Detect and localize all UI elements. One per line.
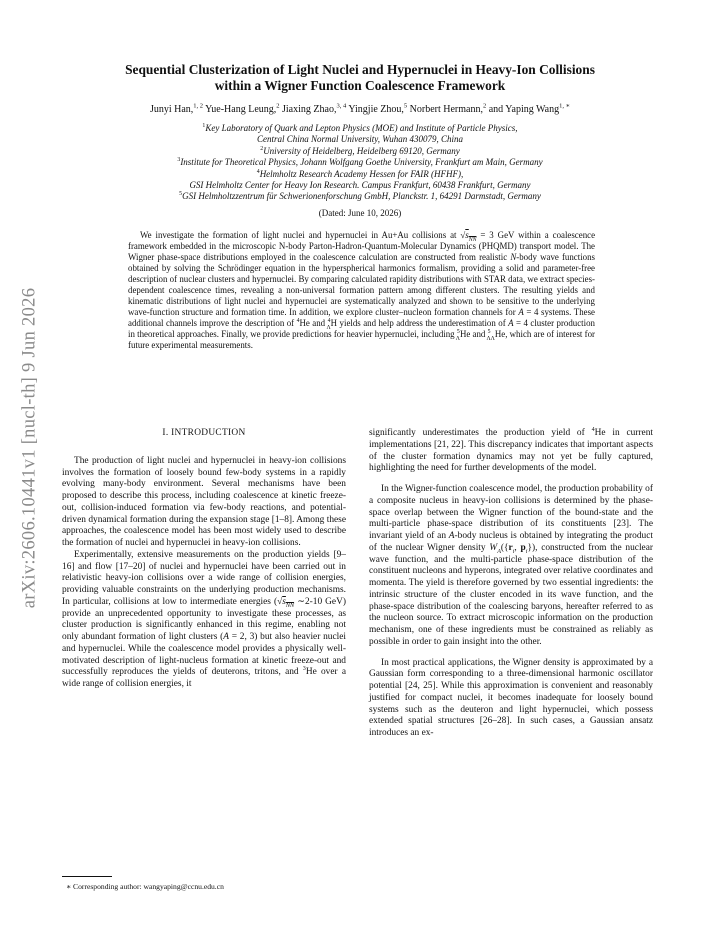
date-line: (Dated: June 10, 2026) [318, 208, 402, 218]
body-paragraph: Experimentally, extensive measurements on the production yields [9–16] and flow [17–20] of nuclei and hypernuclei have been carried out in relativistic heavy-ion collisions over a wide range of collision energies, providing valuable constraints on the underlying production mechanisms. In particular, collisions at low to intermediate energies ($√s_{NN}$ ∼2-10 GeV) provide an unprecedented opportunity to investigate these processes, as cluster production is significantly enhanced in this regime, enabling not only abundant formation of light clusters (A = 2, 3) but also heavier nuclei and hypernuclei. While the coalescence model provides a physically well-motivated description of light-nucleus formation at kinetic freeze-out and successfully reproduces the yields of deuterons, tritons, and $^3$He over a wide range of collision energies, it [62, 549, 346, 689]
title-line-1: Sequential Clusterization of Light Nuclei and Hypernuclei in Heavy-Ion Collisions [125, 62, 595, 77]
affiliation-list [70, 123, 650, 203]
title-line-2: within a Wigner Function Coalescence Framework [214, 77, 506, 93]
author-list [70, 104, 650, 116]
author: Junyi Han,$^{1, 2}$ [149, 102, 204, 115]
author: Yingjie Zhou,$^5$ [348, 102, 408, 115]
affiliation: $^3$Institute for Theoretical Physics, Johann Wolfgang Goethe University, Frankfurt am Main, Germany [177, 157, 543, 168]
affiliation: Central China Normal University, Wuhan 430079, China [256, 134, 463, 145]
section-heading: I. INTRODUCTION [162, 428, 246, 438]
body-paragraph: The production of light nuclei and hypernuclei in heavy-ion collisions involves the formation of loosely bound few-body systems in a rapidly evolving many-body environment. Several mechanisms have been proposed to describe this process, including coalescence at kinetic freeze-out, collision-induced formation via few-body reactions, and potential-driven dynamical formation during the expansion stage [1–8]. Among these approaches, the coalescence model has been most widely used to describe the formation of nuclei and hypernuclei in heavy-ion collisions. [62, 455, 346, 548]
body-paragraph: significantly underestimates the production yield of $^4$He in current implementations [21, 22]. This discrepancy indicates that important aspects of the cluster formation dynamics may not yet be fully captured, highlighting the need for further developments of the model. [369, 426, 653, 474]
affiliation: $^4$Helmholtz Research Academy Hessen for FAIR (HFHF), [256, 168, 464, 179]
arxiv-identifier[interactable]: arXiv:2606.10441v1 [nucl-th] 9 Jun 2026 [19, 287, 40, 609]
affiliation: $^5$GSI Helmholtzzentrum für Schwerionenforschung GmbH, Planckstr. 1, 64291 Darmstadt, Germany [179, 191, 541, 202]
author: and Yaping Wang$^{1, ∗}$ [488, 102, 571, 115]
body-paragraph: In the Wigner-function coalescence model, the production probability of a composite nucleus in heavy-ion collisions is determined by the phase-space overlap between the Wigner function of the bound-state and the multi-particle phase-space distribution of its constituents [23]. The invariant yield of an A-body nucleus is obtained by integrating the product of the nuclear Wigner density $W_A(\{r_i$, $p_i$}), constructed from the nuclear wave function, and the multi-particle phase-space distribution of the constituent nucleons and hyperons, integrated over relative coordinates and momenta. The yield is therefore governed by two essential ingredients: the intrinsic structure of the cluster encoded in its wave function, and the phase-space distribution of the coalescing baryons, hereafter referred to as the nucleon source. To extract microscopic information on the production mechanism, one of these ingredients must be constrained as reliably as possible in order to gain insight into the other. [369, 484, 654, 647]
right-column [369, 428, 653, 740]
affiliation: $^1$Key Laboratory of Quark and Lepton Physics (MOE) and Institute of Particle Physics, [202, 123, 518, 133]
author: Norbert Hermann,$^2$ [409, 102, 487, 115]
footnote-rule [62, 876, 112, 877]
affiliation: $^2$University of Heidelberg, Heidelberg 69120, Germany [260, 145, 460, 156]
author: Jiaxing Zhao,$^{3, 4}$ [282, 102, 347, 115]
body-paragraph: In most practical applications, the Wigner density is approximated by a Gaussian form corresponding to a three-dimensional harmonic oscillator potential [24, 25]. While this approximation is convenient and reasonably justified for compact nuclei, it becomes inadequate for loosely bound systems such as the deuteron and light hypernuclei, which possess extended spatial structures [26–28]. In such cases, a Gaussian ansatz introduces an ex- [369, 657, 653, 738]
abstract: We investigate the formation of light nuclei and hypernuclei in Au+Au collisions at $√s_{NN} = 3$ GeV within a coalescence framework embedded in the microscopic N-body Parton-Hadron-Quantum-Molecular Dynamics (PHQMD) transport model. The Wigner phase-space distributions employed in the coalescence calculation are constructed from realistic N-body wave functions obtained by solving the Schrödinger equation in the hyperspherical harmonics formalism, providing a solid and parameter-free description of nuclear clusters and hypernuclei. By comparing calculated rapidity distributions with STAR data, we extract species-dependent coalescence times, revealing a non-universal formation pattern among different clusters. The resulting yields and kinematic distributions of light nuclei and hypernuclei are systematically analyzed and shown to be sensitive to the underlying wave-function structure and formation time. In addition, we explore cluster–nucleon formation channels for A = 4 systems. These additional channels improve the description of $^4$He and $^4_\Lambda$H yields and help address the underestimation of A = 4 cluster production in theoretical approaches. Finally, we provide predictions for heavier hypernuclei, including $^5_\Lambda$He and $^5_{\Lambda\Lambda}$He, which are of interest for future experimental measurements. [128, 230, 596, 351]
arxiv-sidebar-stamp [6, 0, 54, 932]
corresponding-author-footnote: ∗ Corresponding author: wangyaping@ccnu.edu.cn [66, 882, 224, 891]
paper-title [70, 62, 650, 93]
left-column [62, 428, 346, 691]
author: Yue-Hang Leung,$^2$ [205, 102, 280, 115]
affiliation: GSI Helmholtz Center for Heavy Ion Research. Campus Frankfurt, 60438 Frankfurt, Germany [189, 180, 531, 191]
